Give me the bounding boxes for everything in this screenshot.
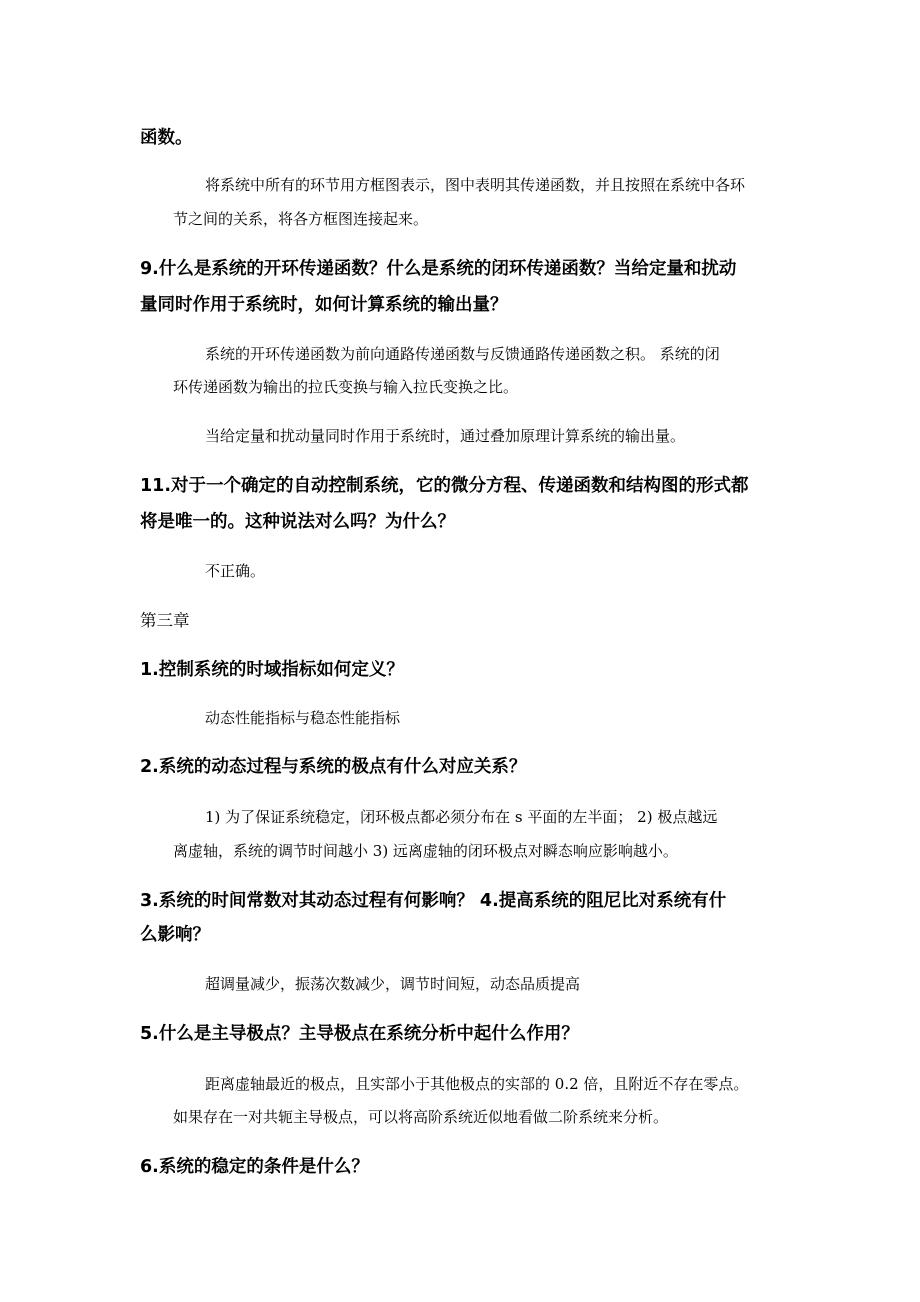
question-heading: 量同时作用于系统时，如何计算系统的输出量？	[140, 295, 508, 315]
answer-line: 当给定量和扰动量同时作用于系统时，通过叠加原理计算系统的输出量。	[205, 427, 686, 445]
answer-line: 动态性能指标与稳态性能指标	[205, 709, 401, 727]
answer-line: 系统的开环传递函数为前向通路传递函数与反馈通路传递函数之积。 系统的闭	[205, 345, 720, 363]
answer-line: 节之间的关系，将各方框图连接起来。	[173, 210, 429, 228]
question-continuation: 函数。	[140, 128, 193, 148]
question-heading: 9.什么是系统的开环传递函数？什么是系统的闭环传递函数？当给定量和扰动	[140, 259, 737, 279]
question-heading: 1.控制系统的时域指标如何定义？	[140, 660, 404, 680]
answer-line: 将系统中所有的环节用方框图表示，图中表明其传递函数，并且按照在系统中各环	[205, 176, 746, 194]
question-heading: 3.系统的时间常数对其动态过程有何影响？ 4.提高系统的阻尼比对系统有什	[140, 891, 727, 911]
question-heading: 6.系统的稳定的条件是什么？	[140, 1157, 369, 1177]
answer-line: 离虚轴，系统的调节时间越小 3) 远离虚轴的闭环极点对瞬态响应影响越小。	[173, 842, 678, 860]
chapter-heading: 第三章	[140, 611, 190, 630]
question-heading: 2.系统的动态过程与系统的极点有什么对应关系？	[140, 757, 527, 777]
question-heading: 将是唯一的。这种说法对么吗？为什么？	[140, 512, 455, 532]
answer-line: 距离虚轴最近的极点，且实部小于其他极点的实部的 0.2 倍，且附近不存在零点。	[205, 1075, 749, 1093]
answer-line: 如果存在一对共轭主导极点，可以将高阶系统近似地看做二阶系统来分析。	[173, 1108, 669, 1126]
answer-line: 环传递函数为输出的拉氏变换与输入拉氏变换之比。	[173, 378, 519, 396]
answer-line: 超调量减少，振荡次数减少，调节时间短，动态品质提高	[205, 975, 581, 993]
answer-line: 不正确。	[205, 562, 266, 580]
question-heading: 么影响？	[140, 925, 210, 945]
question-heading: 5.什么是主导极点？主导极点在系统分析中起什么作用？	[140, 1024, 579, 1044]
answer-line: 1) 为了保证系统稳定，闭环极点都必须分布在 s 平面的左半面； 2) 极点越远	[205, 808, 718, 826]
question-heading: 11.对于一个确定的自动控制系统，它的微分方程、传递函数和结构图的形式都	[140, 476, 749, 496]
